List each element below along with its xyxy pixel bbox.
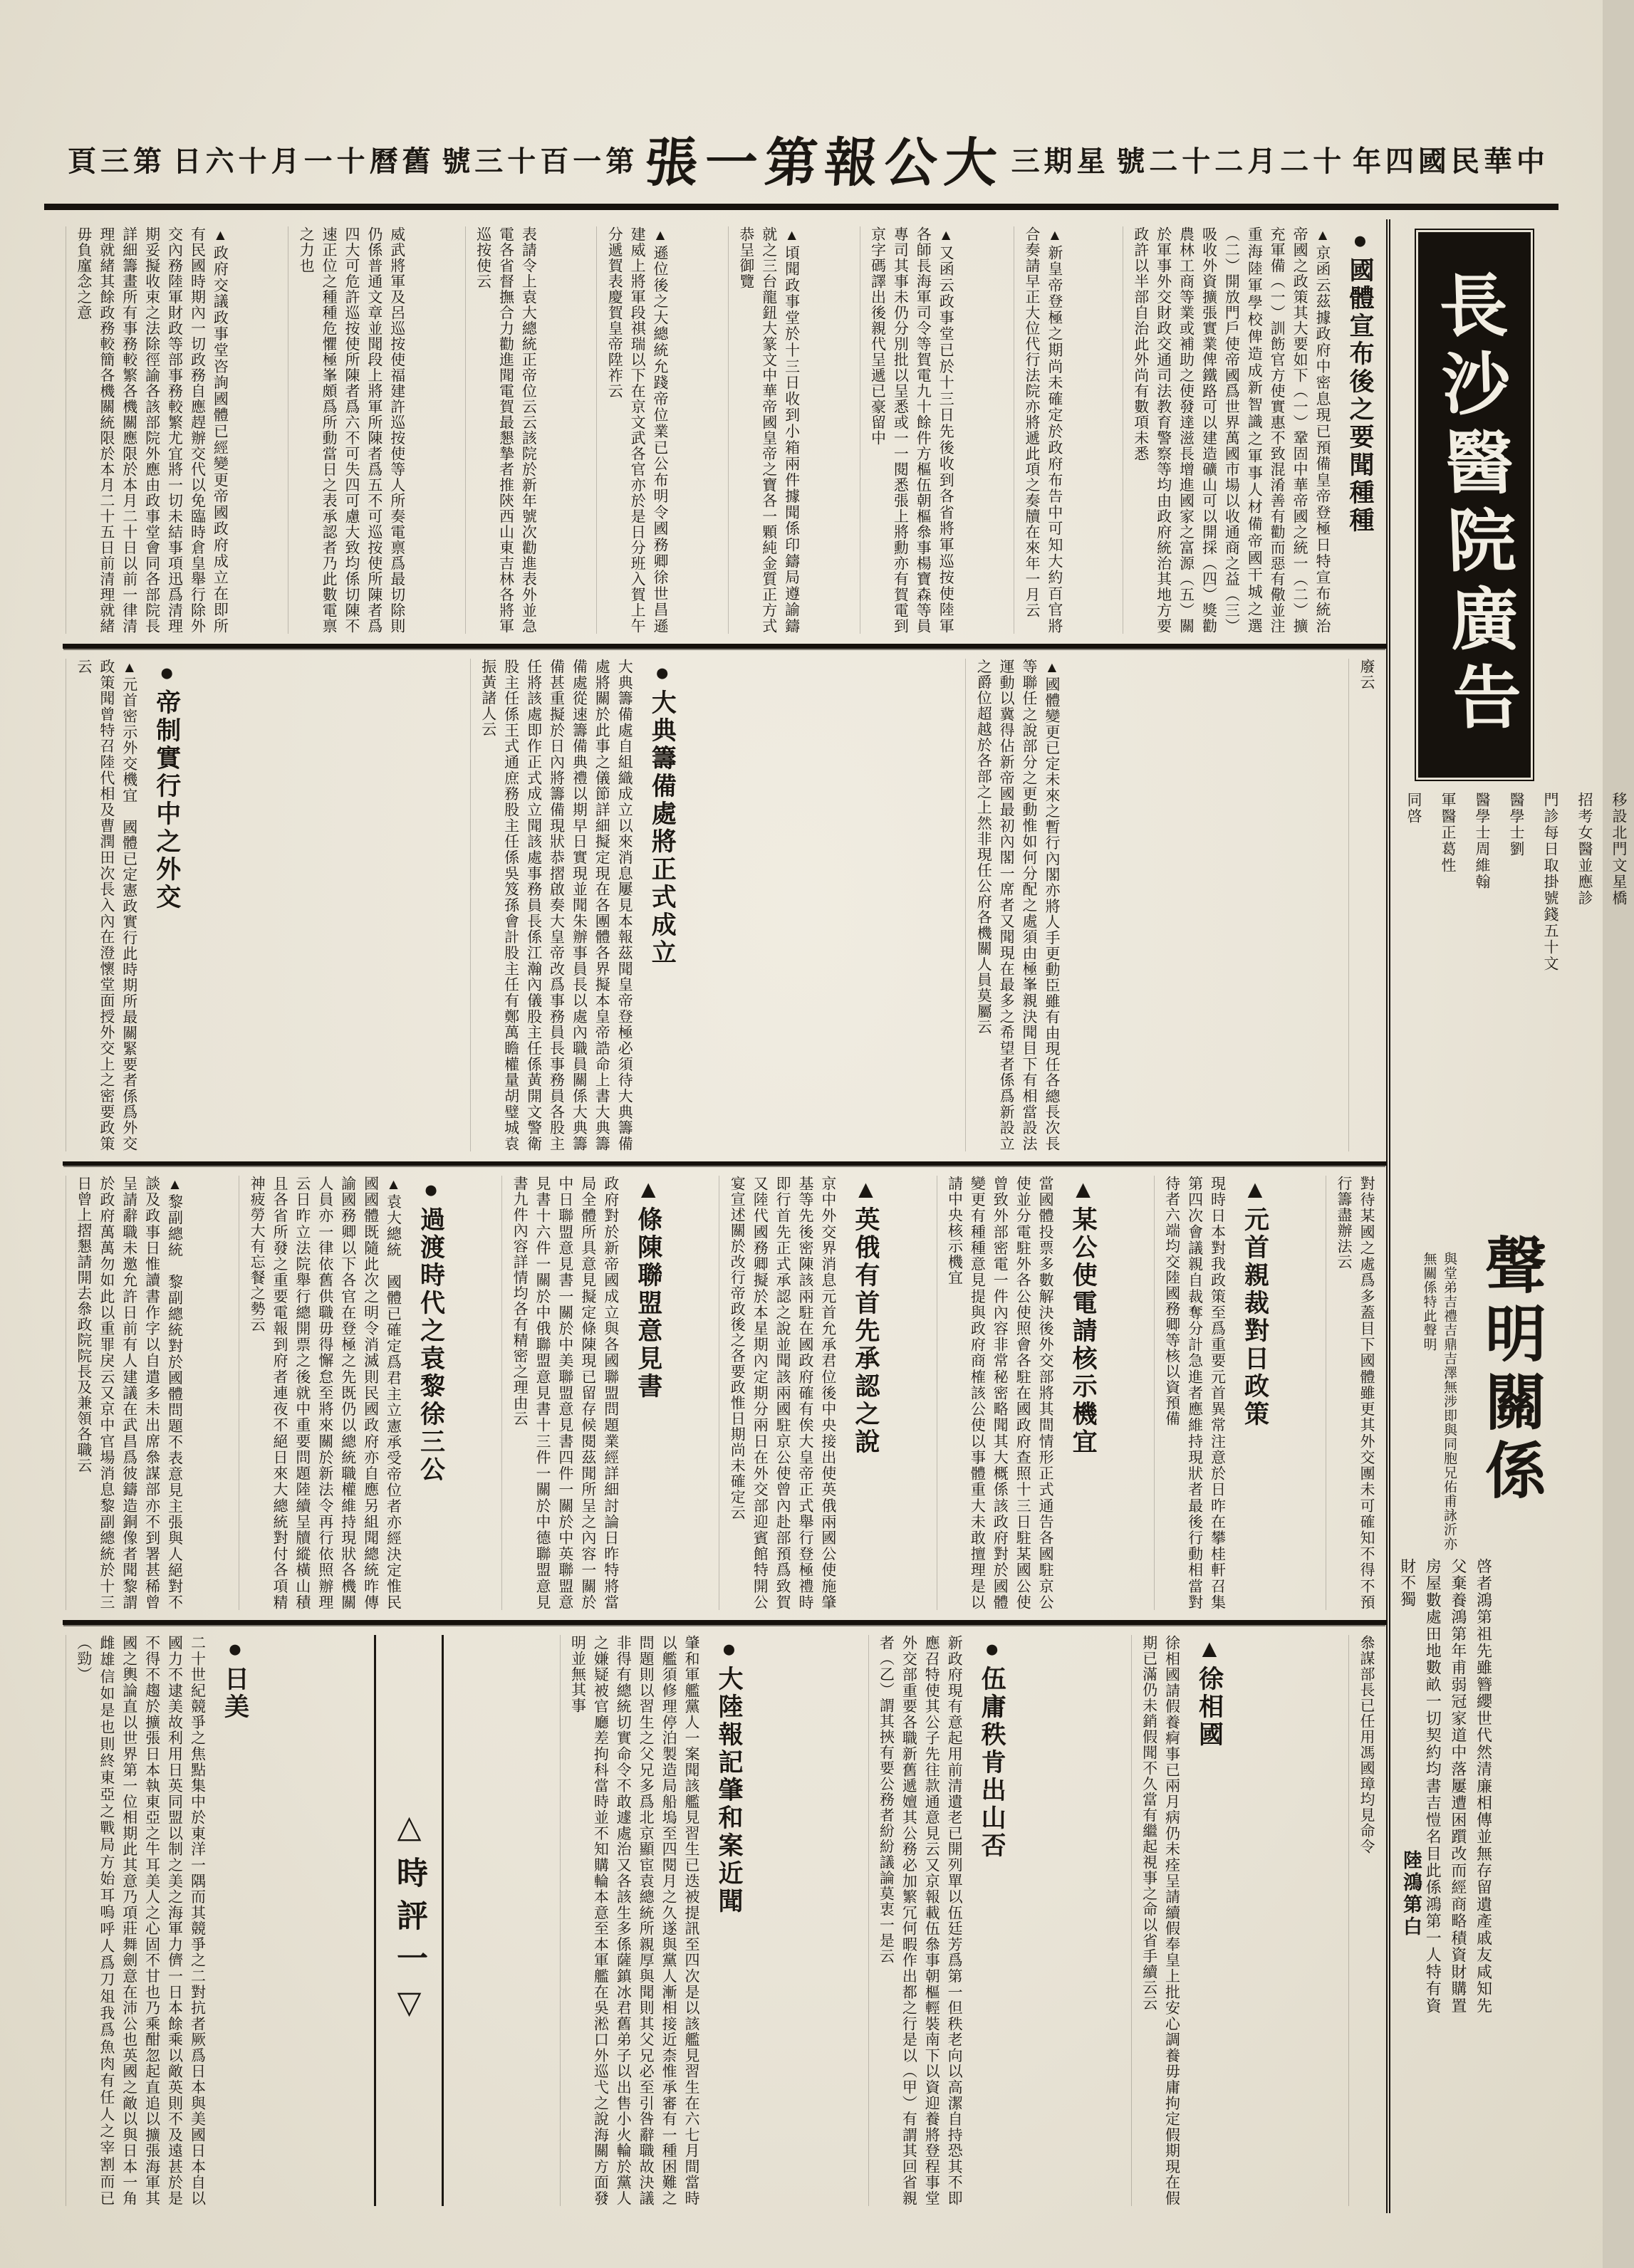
masthead-weekday: 三期星: [1011, 145, 1110, 177]
hospital-ad-details: [1395, 792, 1634, 1127]
article-band-4: [63, 1628, 1386, 2213]
article: [470, 659, 685, 1151]
hospital-ad-line: 招考女醫並應診: [1576, 792, 1593, 906]
article-body: 政府對於新帝國成立與各國聯盟問題業經詳細討論日昨特將當局全體所具意見擬定條陳現已留存候閱茲聞所呈之內容一關於中日聯盟意見書一關於中美聯盟意見書四件一關於中英聯盟意見書十六件一關於中俄聯盟意見書十三件一關於中德聯盟意見書九件內容詳情均各有精密之理由云: [511, 1176, 620, 1611]
article: [239, 1176, 454, 1610]
article: [66, 226, 236, 634]
article-body: ▲政府交議政事堂咨詢國體已經變更帝國政府成立在即所有民國時期內一切政務自應趕辦交代以免臨時倉皇舉行除外交內務陸軍財政等部事務較繁尤宜將一切未結事項迅爲清理期妥擬收束之法除徑諭各該部院外應由政事堂會同各部院長詳細籌畫所有事務較繁各機關應限於本月二十日以前一律清理就緒其餘政務較簡各機關統限於本月二十五日前清理就緒毋負廑念之意: [75, 226, 229, 634]
article: [1348, 659, 1383, 1151]
statement-ad-signature: 陸鴻第白: [1400, 1850, 1422, 1938]
hospital-ad-line: 同啓: [1405, 792, 1422, 825]
article: [66, 659, 190, 1151]
article-body: 威武將軍及呂巡按使福建許巡按使等人所奏電禀爲最切除則仍係普通文章並聞段上將軍所陳者爲五不可巡按使所陳者爲四大可危許巡按使所陳者爲六不可失四可慮大致均係切陳不速正位之種種危懼極峯頗爲所動當日之表承認者乃此數電禀之力也: [298, 226, 406, 634]
article-headline: ▲某公使電請核示機宜: [1069, 1176, 1098, 1457]
article: [465, 226, 546, 634]
article: [1131, 1635, 1233, 2206]
article-body: 徐相國請假養痾事已兩月病仍未痊呈請續假奉皇上批安心調養毋庸拘定假期現在假期已滿仍未銷假聞不久當有繼起視事之命以省手續云云: [1140, 1635, 1181, 2207]
article: [728, 226, 808, 634]
article-headline: ●帝制實行中之外交: [152, 658, 181, 911]
article-body: ▲遜位後之大總統允踐帝位業已公布明令國務卿徐世昌遜建威上將軍段祺瑞以下在京文武各官亦於是日分班入賀上午分遞賀表慶賀皇帝陞祚云: [606, 226, 670, 634]
article-body: ▲黎副總統 黎副總統對於國體問題不表意見主張與人絕對不談及政事日惟讀書作字以自遣多未出席叅謀部亦不到署甚稀曾呈請辭職未邀允許日前有人建議在武昌爲彼鑄造銅像者聞黎謂於政府萬萬勿如此以重罪戾云又京中官場消息黎副總統於十三日曾上摺懇請開去叅政院院長及兼領各職云: [75, 1176, 184, 1611]
time-comment-box: [374, 1635, 444, 2206]
article-body: 大典籌備處自組織成立以來消息屢見本報茲聞皇帝登極必須待大典籌備處將關於此事之儀節詳細擬定現在各團體各界擬本皇帝誥命上書大典籌備處從速籌備典禮以期早日實現並聞朱辦事員長以處內職員關係大典籌備甚重擬於日內將籌備現狀恭摺啟奏大皇帝改爲事務員長事務員各股主任將該處即作正式成立聞該處事務員長係江瀚內儀股主任係黃開文警衛股主任係王式通庶務股主任係吳笈孫會計股主任有鄭萬瞻權量胡璧城袁振黃諸人云: [479, 658, 634, 1151]
article-band-1: [63, 219, 1386, 641]
masthead-era-year: 年四國民華中: [1352, 145, 1549, 177]
article-body: 現時日本對我政策至爲重要元首異常注意於日昨在攀桂軒召集第四次會議親自裁奪分計急進者應維持現狀者最後行動相當對待者六端均交陸國務卿等核以資預備: [1163, 1176, 1227, 1611]
article-body: ▲國體變更已定未來之暫行內閣亦將人手更動臣雖有由現任各總長次長等聯任之說部分之更動惟如何分配之處須由極峯親決聞目下有相當設法運動以冀得佔新帝國最初內閣一席者又聞現在最多之希望者係爲新設立之爵位超越於各部之上然非現任公府各機關人員莫屬云: [975, 658, 1061, 1151]
article-body: 肇和軍艦黨人一案聞該艦見習生已迭被提訊至四次是以該艦見習生在六七月間當時以艦須修理停泊製造局船塢至四閱月之久遂與黨人漸相接近柰惟承審有一種困難之問題則以習生之父兄多爲北京顯宦袁總統所親厚與聞則其父兄必至引咎辭職故決議非得有總統切實命令不敢遽處治又各該生多係薩鎮冰君舊弟子以出售小火輪於黨人之嫌疑被官廳差拘科當時並不知購輪本意至本軍艦在吳淞口外巡弋之說海關方面發明並無其事: [569, 1635, 700, 2207]
article-body: 當國體投票多數解決後外交部將其間情形正式通告各國駐京公使並分電駐外各公使照會各駐在國政府查照十三日駐某國公使曾致外部密電一件內容非常秘密略聞其大概係該政府對於國體變更有種種意見提與政府商榷該公使以事體重大未敢擅理是以請中央核示機宜: [946, 1176, 1055, 1611]
article-body: ▲京函云茲據政府中密息現已預備皇帝登極日特宣布統治帝國之政策其大要如下（一）鞏固中華帝國之統一（二）擴充軍備（一）訓飭官方使實惠不致混淆善有勸而惡有儆並注重海陸軍學校俾造成新智識之軍事人材備帝國干城之選（二）開放門戶使帝國爲世界萬國市場以收通商之益（三）吸收外資擴張實業俾鐵路可以建造礦山可以開採（四）獎勸農林工商等業或補助之使發達滋長增進國家之富源（五）關於軍事外交財政交通司法教育警察等均由政府統治其地方要政許以半部自治此外尚有數項未悉: [1132, 226, 1331, 634]
article-headline: ▲英俄有首先承認之說: [851, 1176, 880, 1457]
article-body: 表請令上袁大總統正帝位云云該院於新年號次勸進表外並急電各省督撫合力勸進聞電賀最懇摯者推陝西山東吉林各將軍巡按使云: [474, 226, 538, 634]
article: [288, 226, 414, 634]
band-divider: [63, 1620, 1386, 1625]
page-content: [63, 219, 1628, 2213]
article-body: 廢云: [1358, 658, 1375, 690]
article: [1326, 1176, 1383, 1610]
article: [66, 1635, 258, 2206]
hospital-ad-title: 長沙醫院廣告: [1427, 270, 1521, 740]
article: [719, 1176, 889, 1610]
article-area: [63, 219, 1386, 2213]
article-body: 叅謀部長已任用馮國璋均見命令: [1358, 1635, 1375, 1855]
article-body: ▲頃聞政事堂於十三日收到小箱兩件據聞係印鑄局遵諭鑄就之三台龍鈕大篆文中華帝國皇帝之寶各一顆純金質正方式恭呈御覽: [737, 226, 801, 634]
masthead-lunar-date: 日六十月一十曆舊: [172, 145, 435, 177]
article: [501, 1176, 672, 1610]
article-headline: ●伍庸秩肯出山否: [978, 1635, 1006, 1861]
hospital-ad-line: 門診每日取掛號錢五十文: [1542, 792, 1559, 972]
article-body: 對待某國之處爲多蓋目下國體雖更其外交團未可確知不得不預行籌盡辦法云: [1336, 1176, 1375, 1611]
article-headline: ●日美: [221, 1635, 249, 1722]
article-body: ▲新皇帝登極之期尚未確定於政府布告中可知大約百官將合奏請早正大位代行法院亦將遞此項之奏牘在來年一月云: [1024, 226, 1063, 634]
article-body: 新政府現有意起用前清遺老已開列單以伍廷芳爲第一但秩老向以高潔自持恐其不即應召特使其公子先往款通意見云又京報載伍叅事朝樞輕裝南下以資迎養將登程事堂外交部重要各職新舊遞嬗其公務必加繁冗何暇作出都之行是以（甲）有謂其回省親者（乙）謂其挾有要公務者紛紛議論莫衷一是云: [878, 1635, 964, 2207]
statement-ad-note: 與堂弟吉禮吉鼎吉澤無涉即與同胞兄佑甫詠沂亦無關係特此聲明: [1421, 1252, 1457, 1551]
article-band-3: [63, 1169, 1386, 1617]
time-comment-label: △時評一▽: [391, 1809, 427, 2033]
article-headline: ▲元首親裁對日政策: [1241, 1176, 1269, 1429]
hospital-ad-line: 醫學士劉: [1508, 792, 1525, 857]
article-headline: ▲條陳聯盟意見書: [634, 1176, 662, 1401]
article: [860, 226, 963, 634]
article: [1348, 1635, 1383, 2206]
article-body: ▲袁大總統 國體已確定爲君主立憲承受帝位者亦經決定惟民國國體既隨此次之明令消滅則民國政府亦自應另組聞總統昨傳諭國務卿以下各官在登極之先既仍以總統職權維持現狀各機關人員亦一律依舊供職毋得懈怠至將來關於新法令再行依照辦理云日昨立法院舉行總開票之後就中重要問題陸續呈牘縱橫山積且各省所發之重要電報到府者連夜不絕日來大總統對付各項精神疲勞大有忘餐之勢云: [249, 1176, 402, 1611]
statement-ad: [1395, 1233, 1554, 2014]
article: [1014, 226, 1071, 634]
article: [937, 1176, 1107, 1610]
article-body: 二十世紀競爭之焦點集中於東洋一隅而其競爭之二對抗者厥爲日本與美國日本自以國力不逮美故利用日英同盟以制之美之海軍力儕一日本餘乘以敵英則不及遠甚於是不得不趨於擴張日本執東亞之牛耳美人之心固不甘也乃乘酣忽起直追以擴張海軍其國之輿論直以世界第一位相期此其意乃項莊舞劍意在沛公也英國之敵以與日本一角雌雄信如是也則終東亞之戰局方始耳嗚呼人爲刀俎我爲魚肉有任人之宰割而已（勁）: [75, 1635, 207, 2207]
article-body: ▲元首密示外交機宜 國體已定憲政實行此時期所最關緊要者係爲外交政策聞曾特召陸代相及曹潤田次長入內在澄懷堂面授外交上之密要政策云: [75, 658, 138, 1151]
hospital-ad-line: 軍醫正葛性: [1440, 792, 1457, 874]
article-body: ▲又函云政事堂已於十三日先後收到各省將軍巡按使陸軍各師長海軍司令等賀電九十餘件方樞伍朝樞叅事楊寶森等員專司其事未仍分別批以呈悉或一一閱悉張上將勳亦有賀電到京字碼譯出後親代呈遞已豪留中: [869, 226, 955, 634]
masthead-date: 號二十二月二十: [1116, 145, 1346, 177]
hospital-ad-box: [1418, 232, 1531, 778]
article-body: 京中外交界消息元首允承君位後中央接出使英俄兩國公使施肇基等先後密陳該兩駐在國政府確有俟大皇帝正式舉行登極禮時即行首先正式承認之說並聞該兩國駐京公使曾內赴部預爲致賀又陸代國務卿擬於本星期內定期分兩日在外交部迎賓館特開公宴宣述關於改行帝政後之各要政惟日期尚未確定云: [729, 1176, 837, 1611]
masthead-page-number: 頁三第: [68, 145, 166, 177]
statement-ad-body: 啓者鴻第祖先雖簪纓世代然清廉相傳並無存留遺產戚友咸知先父棄養鴻第年甫弱冠家道中落屢遭困躓改而經商略積資財購置房屋數處田地數畝一切契約均書吉愷名目此係鴻第一人特有資財不獨: [1398, 1558, 1493, 2014]
article: [560, 1635, 752, 2206]
masthead: [68, 120, 1549, 198]
article: [596, 226, 677, 634]
article: [1154, 1176, 1279, 1610]
article: [66, 1176, 192, 1610]
article-headline: ●國體宣布後之要聞種種: [1346, 226, 1374, 535]
article: [965, 659, 1068, 1151]
masthead-divider: [44, 204, 1558, 210]
masthead-paper-title: 張一第報公大: [642, 135, 1006, 193]
masthead-issue-number: 號三十百一第: [442, 145, 639, 177]
article-headline: ●大陸報記肇和案近聞: [714, 1635, 743, 1916]
band-divider: [63, 1161, 1386, 1166]
article-headline: ▲徐相國: [1195, 1635, 1224, 1750]
band-divider: [63, 644, 1386, 649]
statement-ad-title: 聲明關係: [1476, 1233, 1544, 1507]
article-band-2: [63, 652, 1386, 1159]
article-headline: ●過渡時代之袁黎徐三公: [417, 1176, 445, 1485]
article: [868, 1635, 1016, 2206]
hospital-ad-line: 移設北門文星橋: [1610, 792, 1628, 906]
statement-ad-header: [1395, 1233, 1554, 1551]
advertisement-rail: [1386, 219, 1628, 2213]
article-headline: ●大典籌備處將正式成立: [648, 658, 677, 967]
article: [1123, 226, 1383, 634]
hospital-ad-line: 醫學士周維翰: [1474, 792, 1491, 890]
